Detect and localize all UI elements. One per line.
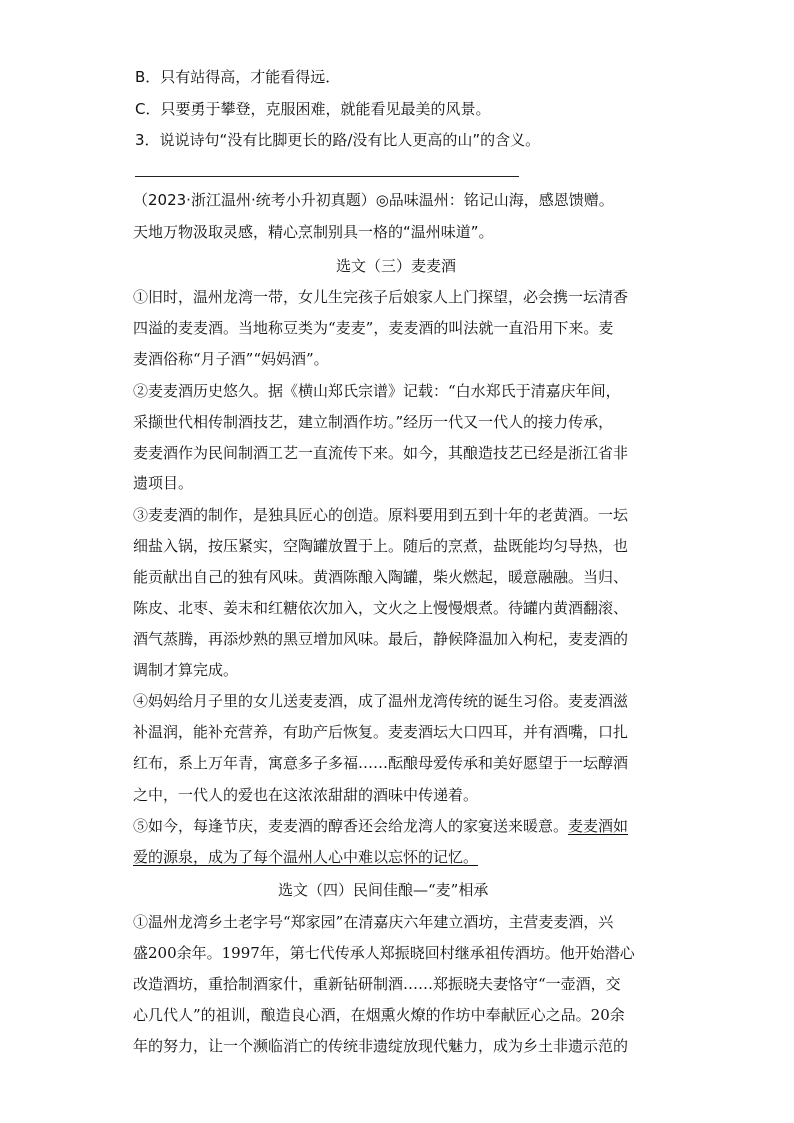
paragraph-line: ②麦麦酒历史悠久。据《横山郑氏宗谱》记载：“白水郑氏于清嘉庆年间， bbox=[133, 382, 621, 400]
option-b: B．只有站得高，才能看得远． bbox=[135, 68, 341, 86]
underlined-text: 麦麦酒如 bbox=[568, 817, 629, 835]
paragraph-line: ①旧时，温州龙湾一带，女儿生完孩子后娘家人上门探望，必会携一坛清香 bbox=[133, 288, 629, 306]
paragraph-line: 麦酒俗称“月子酒”“妈妈酒”。 bbox=[133, 350, 329, 368]
paragraph-5-line-2-underlined: 爱的源泉，成为了每个温州人心中难以忘怀的记忆。 bbox=[133, 848, 479, 866]
paragraph-line: ③麦麦酒的制作，是独具匠心的创造。原料要用到五到十年的老黄酒。一坛 bbox=[133, 506, 629, 524]
paragraph-line: ①温州龙湾乡土老字号“郑家园”在清嘉庆六年建立酒坊，主营麦麦酒，兴 bbox=[133, 913, 614, 931]
paragraph-line: 遗项目。 bbox=[133, 474, 194, 492]
section-4-title: 选文（四）民间佳酿—“麦”相承 bbox=[278, 881, 489, 899]
paragraph-line: 酒气蒸腾，再添炒熟的黑豆增加风味。最后，静候降温加入枸杞，麦麦酒的 bbox=[133, 630, 629, 648]
option-c: C．只要勇于攀登，克服困难，就能看见最美的风景。 bbox=[135, 100, 491, 118]
section-divider bbox=[135, 176, 519, 177]
intro-line-2: 天地万物汲取灵感，精心烹制别具一格的“温州味道”。 bbox=[133, 223, 494, 241]
paragraph-line: 调制才算完成。 bbox=[133, 661, 239, 679]
paragraph-line: 心几代人”的祖训，酿造良心酒，在烟熏火燎的作坊中奉献匠心之品。20余 bbox=[133, 1006, 625, 1024]
paragraph-line: 细盐入锅，按压紧实，空陶罐放置于上。随后的烹煮，盐既能均匀导热，也 bbox=[133, 537, 629, 555]
paragraph-line: 盛200余年。1997年，第七代传承人郑振晓回村继承祖传酒坊。他开始潜心 bbox=[133, 944, 635, 962]
paragraph-5-line-1 bbox=[133, 816, 628, 836]
paragraph-line: 补温润，能补充营养，有助产后恢复。麦麦酒坛大口四耳，并有酒嘴，口扎 bbox=[133, 723, 629, 741]
paragraph-line: 红布，系上万年青，寓意多子多福……酝酿母爱传承和美好愿望于一坛醇酒 bbox=[133, 754, 629, 772]
section-3-title: 选文（三）麦麦酒 bbox=[336, 257, 457, 275]
paragraph-line: 改造酒坊，重拾制酒家什，重新钻研制酒……郑振晓夫妻恪守“一壶酒，交 bbox=[133, 975, 621, 993]
paragraph-line: 能贡献出自己的独有风味。黄酒陈酿入陶罐，柴火燃起，暖意融融。当归、 bbox=[133, 568, 629, 586]
paragraph-line: ④妈妈给月子里的女儿送麦麦酒，成了温州龙湾传统的诞生习俗。麦麦酒滋 bbox=[133, 692, 629, 710]
question-3: 3．说说诗句“没有比脚更长的路/没有比人更高的山”的含义。 bbox=[135, 131, 541, 149]
intro-line-1: （2023·浙江温州·统考小升初真题）◎品味温州：铭记山海，感恩馈赠。 bbox=[133, 191, 614, 209]
paragraph-line: 陈皮、北枣、姜末和红糖依次加入，文火之上慢慢煨煮。待罐内黄酒翻滚、 bbox=[133, 599, 629, 617]
paragraph-line: 年的努力，让一个濒临消亡的传统非遗绽放现代魅力，成为乡土非遗示范的 bbox=[133, 1037, 629, 1055]
paragraph-line: 麦麦酒作为民间制酒工艺一直流传下来。如今，其酿造技艺已经是浙江省非 bbox=[133, 444, 629, 462]
plain-text: ⑤如今，每逢节庆，麦麦酒的醇香还会给龙湾人的家宴送来暖意。 bbox=[133, 817, 569, 835]
paragraph-line: 采撷世代相传制酒技艺，建立制酒作坊。”经历一代又一代人的接力传承， bbox=[133, 413, 614, 431]
paragraph-line: 之中，一代人的爱也在这浓浓甜甜的酒味中传递着。 bbox=[133, 786, 479, 804]
paragraph-line: 四溢的麦麦酒。当地称豆类为“麦麦”，麦麦酒的叫法就一直沿用下来。麦 bbox=[133, 319, 614, 337]
